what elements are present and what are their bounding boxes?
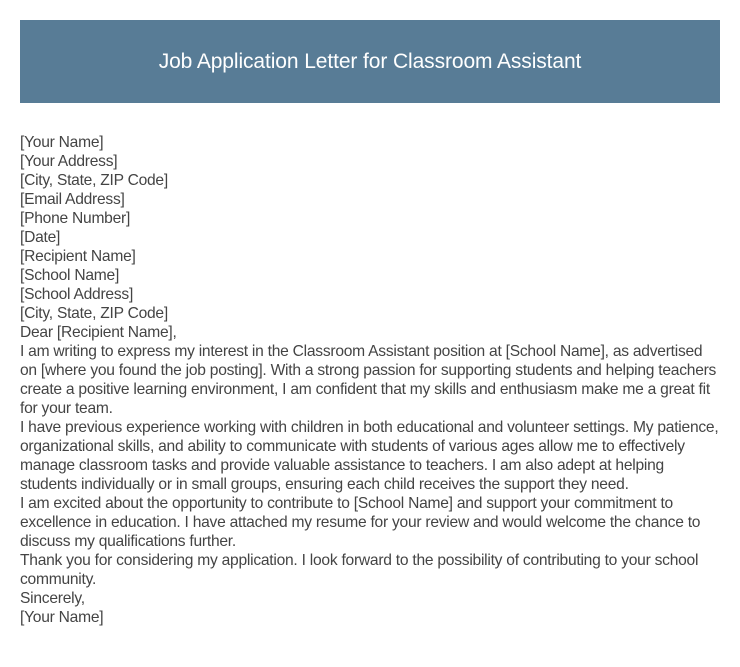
paragraph-motivation: I am excited about the opportunity to contribute to [School Name] and support your commitment to excellence in education. I have attached my resume for your review and would welcome the chance to discuss my qualifications further. xyxy=(20,495,701,550)
paragraph-experience: I have previous experience working with children in both educational and volunteer settings. My patience, organizational skills, and ability to communicate with students of various ages allow me to effectively manage classroom tasks and provide valuable assistance to teachers. I am also adept at helping students individually or in small groups, ensuring each child receives the support they need. xyxy=(20,419,719,493)
sender-city-state-zip: [City, State, ZIP Code] xyxy=(20,172,168,189)
title-banner xyxy=(20,20,720,103)
letter-body xyxy=(20,133,720,627)
recipient-school-name: [School Name] xyxy=(20,267,120,284)
salutation: Dear [Recipient Name], xyxy=(20,324,177,341)
page-title: Job Application Letter for Classroom Assistant xyxy=(158,49,582,73)
signature: [Your Name] xyxy=(20,609,104,626)
recipient-name: [Recipient Name] xyxy=(20,248,136,265)
sender-phone: [Phone Number] xyxy=(20,210,131,227)
recipient-school-address: [School Address] xyxy=(20,286,134,303)
sender-email: [Email Address] xyxy=(20,191,125,208)
closing: Sincerely, xyxy=(20,590,85,607)
sender-name: [Your Name] xyxy=(20,134,104,151)
paragraph-intro: I am writing to express my interest in the Classroom Assistant position at [School Name], as advertised on [where you found the job posting]. With a strong passion for supporting students and helping teachers create a positive learning environment, I am confident that my skills and enthusiasm make me a great fit for your team. xyxy=(20,343,717,417)
paragraph-thanks: Thank you for considering my application. I look forward to the possibility of contributing to your school community. xyxy=(20,552,699,588)
letter-date: [Date] xyxy=(20,229,61,246)
sender-address: [Your Address] xyxy=(20,153,118,170)
recipient-city-state-zip: [City, State, ZIP Code] xyxy=(20,305,168,322)
